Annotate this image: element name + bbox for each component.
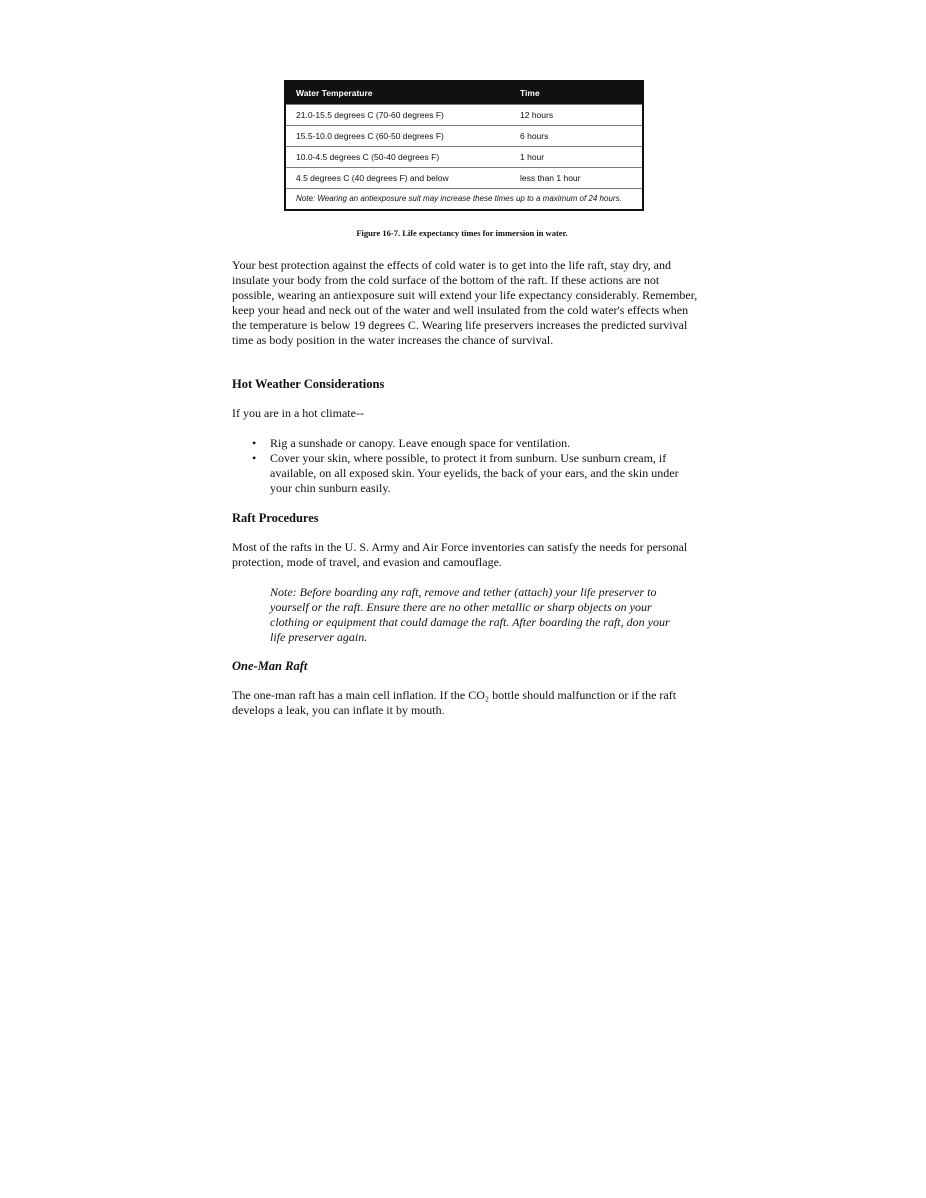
time-cell: less than 1 hour: [520, 173, 581, 183]
temp-cell: 21.0-15.5 degrees C (70-60 degrees F): [296, 110, 444, 120]
list-item: • Rig a sunshade or canopy. Leave enough space for ventilation.: [252, 436, 700, 451]
hot-weather-list: [252, 436, 700, 496]
table-row: [286, 167, 642, 188]
temp-cell: 15.5-10.0 degrees C (60-50 degrees F): [296, 131, 444, 141]
time-cell: 6 hours: [520, 131, 549, 141]
table-header: [286, 82, 642, 104]
table-note: Note: Wearing an antiexposure suit may increase these times up to a maximum of 24 hours.: [286, 188, 642, 209]
paragraph-hot-climate: If you are in a hot climate--: [232, 406, 364, 420]
paragraph-cold-water: Your best protection against the effects of cold water is to get into the life raft, stay dry, and insulate your body from the cold surface of the bottom of the raft. If these actions are not possible, wearing an antiexposure suit will extend your life expectancy considerably. Remember, keep your head and neck out of the water and well insulated from the cold water's effects when the temperature is below 19 degrees C. Wearing life preservers increases the predicted survival time as body position in the water increases the chance of survival.: [232, 258, 698, 347]
list-item: • Cover your skin, where possible, to protect it from sunburn. Use sunburn cream, if available, on all exposed skin. Your eyelids, the back of your ears, and the skin under your chin sunburn easily.: [252, 451, 700, 496]
heading-one-man-raft: One-Man Raft: [232, 659, 308, 673]
paragraph-one-man-raft: The one-man raft has a main cell inflation. If the CO₂ bottle should malfunction or if the raft develops a leak, you can inflate it by mouth.: [232, 688, 677, 717]
time-cell: 1 hour: [520, 152, 545, 162]
paragraph-rafts: Most of the rafts in the U. S. Army and Air Force inventories can satisfy the needs for personal protection, mode of travel, and evasion and camouflage.: [232, 540, 688, 569]
header-water-temperature: Water Temperature: [296, 88, 373, 98]
header-time: Time: [520, 88, 540, 98]
temp-cell: 4.5 degrees C (40 degrees F) and below: [296, 173, 449, 183]
table-row: [286, 146, 642, 167]
figure-caption: Figure 16-7. Life expectancy times for immersion in water.: [356, 228, 568, 238]
time-cell: 12 hours: [520, 110, 554, 120]
heading-raft-procedures: Raft Procedures: [232, 511, 319, 525]
table-row: [286, 104, 642, 125]
table-row: [286, 125, 642, 146]
raft-note: Note: Before boarding any raft, remove and tether (attach) your life preserver to yourself or the raft. Ensure there are no other metallic or sharp objects on your clothing or equipment that could damage the raft. After boarding the raft, don your life preserver again.: [270, 585, 670, 644]
heading-hot-weather: Hot Weather Considerations: [232, 377, 385, 391]
life-expectancy-table: [284, 80, 644, 211]
temp-cell: 10.0-4.5 degrees C (50-40 degrees F): [296, 152, 440, 162]
